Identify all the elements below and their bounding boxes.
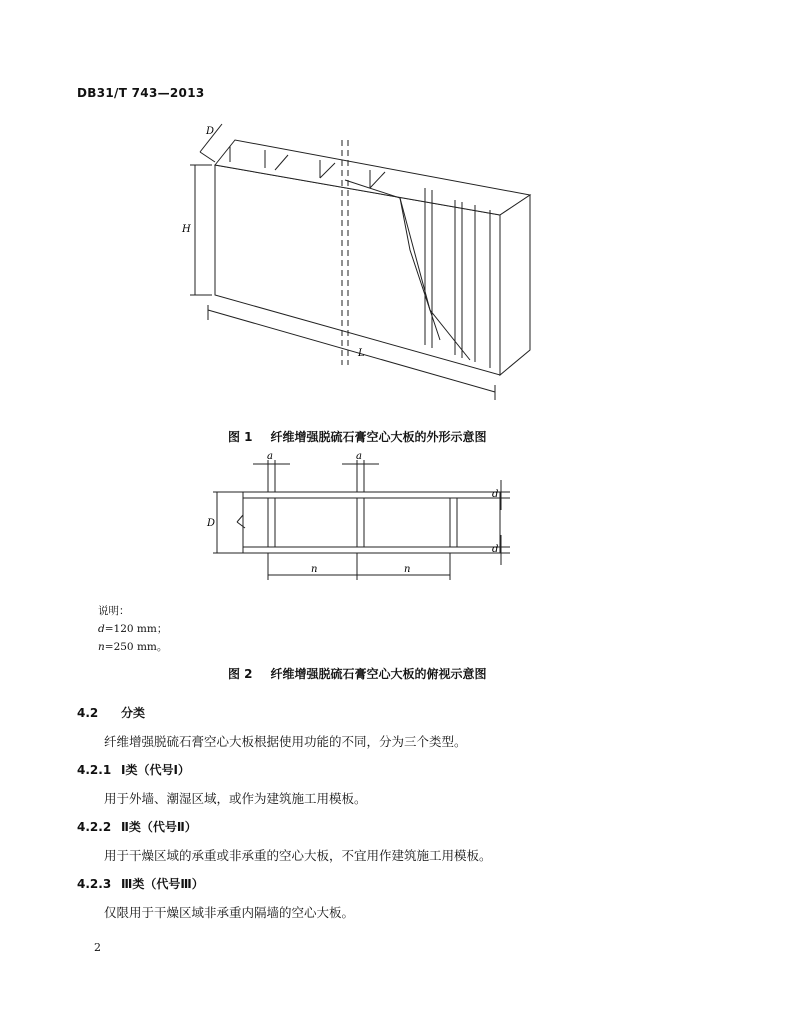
note-line-1: d=120 mm； — [98, 623, 168, 635]
fig2-dim-a-label-2: a — [356, 451, 362, 462]
section-4-2-3-text: 仅限用于干燥区域非承重内隔墙的空心大板。 — [104, 905, 355, 920]
fig1-dim-l-label: L — [358, 348, 365, 359]
figure-1-panel-perspective — [170, 110, 550, 410]
section-4-2-2-heading: 4.2.2 Ⅱ类（代号Ⅱ） — [77, 820, 197, 834]
fig2-dim-a-label-1: a — [267, 451, 273, 462]
figure-2-top-view — [205, 450, 515, 590]
section-4-2-heading: 4.2 分类 — [77, 706, 146, 720]
note-line-2: n=250 mm。 — [98, 641, 168, 653]
section-4-2-3-heading: 4.2.3 Ⅲ类（代号Ⅲ） — [77, 877, 204, 891]
fig2-dim-n-label-2: n — [404, 564, 411, 575]
notes-title: 说明： — [98, 605, 130, 617]
figure-1-caption: 图 1 纤维增强脱硫石膏空心大板的外形示意图 — [228, 430, 487, 444]
figure-2-caption: 图 2 纤维增强脱硫石膏空心大板的俯视示意图 — [228, 667, 487, 681]
section-4-2-text: 纤维增强脱硫石膏空心大板根据使用功能的不同，分为三个类型。 — [104, 734, 467, 749]
fig2-dim-d-upper-label: D — [207, 518, 216, 529]
section-4-2-1-text: 用于外墙、潮湿区域，或作为建筑施工用模板。 — [104, 791, 367, 806]
fig1-dim-h-label: H — [182, 224, 191, 235]
standard-code-header: DB31/T 743—2013 — [77, 86, 205, 100]
fig2-dim-d-label-2: d — [492, 544, 499, 555]
section-4-2-1-heading: 4.2.1 Ⅰ类（代号Ⅰ） — [77, 763, 190, 777]
fig2-dim-n-label-1: n — [311, 564, 318, 575]
fig1-dim-d-label: D — [206, 126, 215, 137]
fig2-dim-d-label-1: d — [492, 489, 499, 500]
section-4-2-2-text: 用于干燥区域的承重或非承重的空心大板，不宜用作建筑施工用模板。 — [104, 848, 492, 863]
page-number: 2 — [94, 941, 101, 954]
